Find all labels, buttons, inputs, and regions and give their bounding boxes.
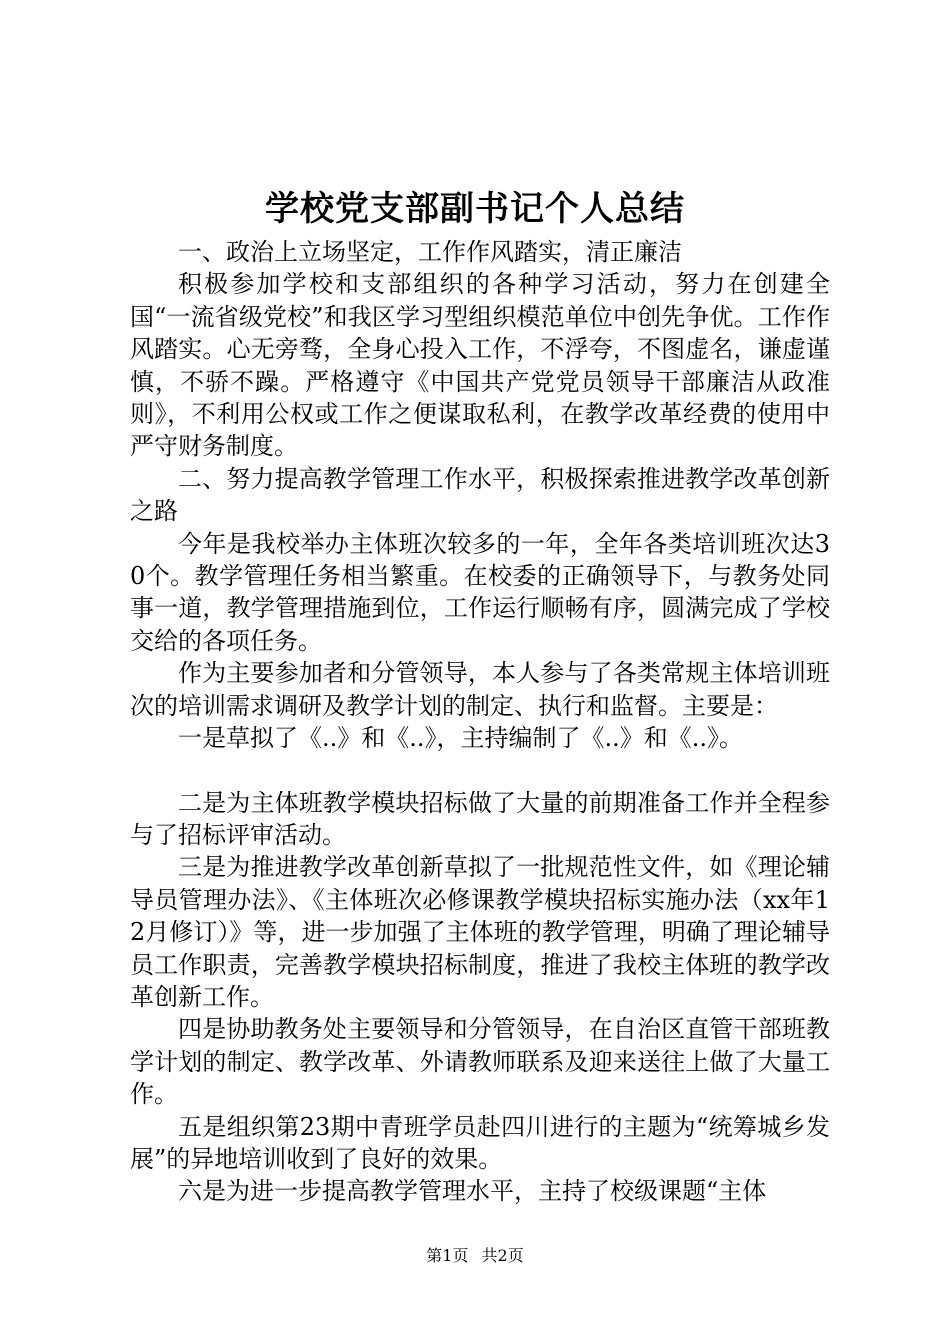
paragraph: 今年是我校举办主体班次较多的一年，全年各类培训班次达30个。教学管理任务相当繁重。在校委的正确领导下，与教务处同事一道，教学管理措施到位，工作运行顺畅有序，圆满完成了学校交给的各项任务。 (130, 529, 830, 655)
paragraph: 三是为推进教学改革创新草拟了一批规范性文件，如《理论辅导员管理办法》、《主体班次必修课教学模块招标实施办法（xx年12月修订）》等，进一步加强了主体班的教学管理，明确了理论辅导员工作职责，完善教学模块招标制度，推进了我校主体班的教学改革创新工作。 (130, 853, 830, 1011)
page-number: 第1页 (426, 1246, 469, 1265)
page-footer (0, 1245, 950, 1267)
paragraph: 作为主要参加者和分管领导，本人参与了各类常规主体培训班次的培训需求调研及教学计划的制定、执行和监督。主要是： (130, 659, 830, 720)
paragraph: 积极参加学校和支部组织的各种学习活动，努力在创建全国“一流省级党校”和我区学习型组织模范单位中创先争优。工作作风踏实。心无旁骛，全身心投入工作，不浮夸，不图虚名，谦虚谨慎，不骄不躁。严格遵守《中国共产党党员领导干部廉洁从政准则》，不利用公权或工作之便谋取私利，在教学改革经费的使用中严守财务制度。 (130, 270, 830, 461)
paragraph: 四是协助教务处主要领导和分管领导，在自治区直管干部班教学计划的制定、教学改革、外请教师联系及迎来送往上做了大量工作。 (130, 1015, 830, 1109)
paragraph: 一、政治上立场坚定，工作作风踏实，清正廉洁 (178, 238, 682, 266)
paragraph: 五是组织第23期中青班学员赴四川进行的主题为“统筹城乡发展”的异地培训收到了良好的效果。 (130, 1112, 830, 1173)
paragraph: 一是草拟了《..》和《..》，主持编制了《..》和《..》。 (178, 724, 744, 753)
document-body (130, 236, 830, 1208)
paragraph: 六是为进一步提高教学管理水平，主持了校级课题“主体 (178, 1177, 767, 1206)
paragraph: 二、努力提高教学管理工作水平，积极探索推进教学改革创新之路 (130, 464, 830, 526)
document-title: 学校党支部副书记个人总结 (265, 189, 685, 229)
paragraph: 二是为主体班教学模块招标做了大量的前期准备工作并全程参与了招标评审活动。 (130, 788, 830, 849)
page-total: 共2页 (481, 1246, 524, 1265)
